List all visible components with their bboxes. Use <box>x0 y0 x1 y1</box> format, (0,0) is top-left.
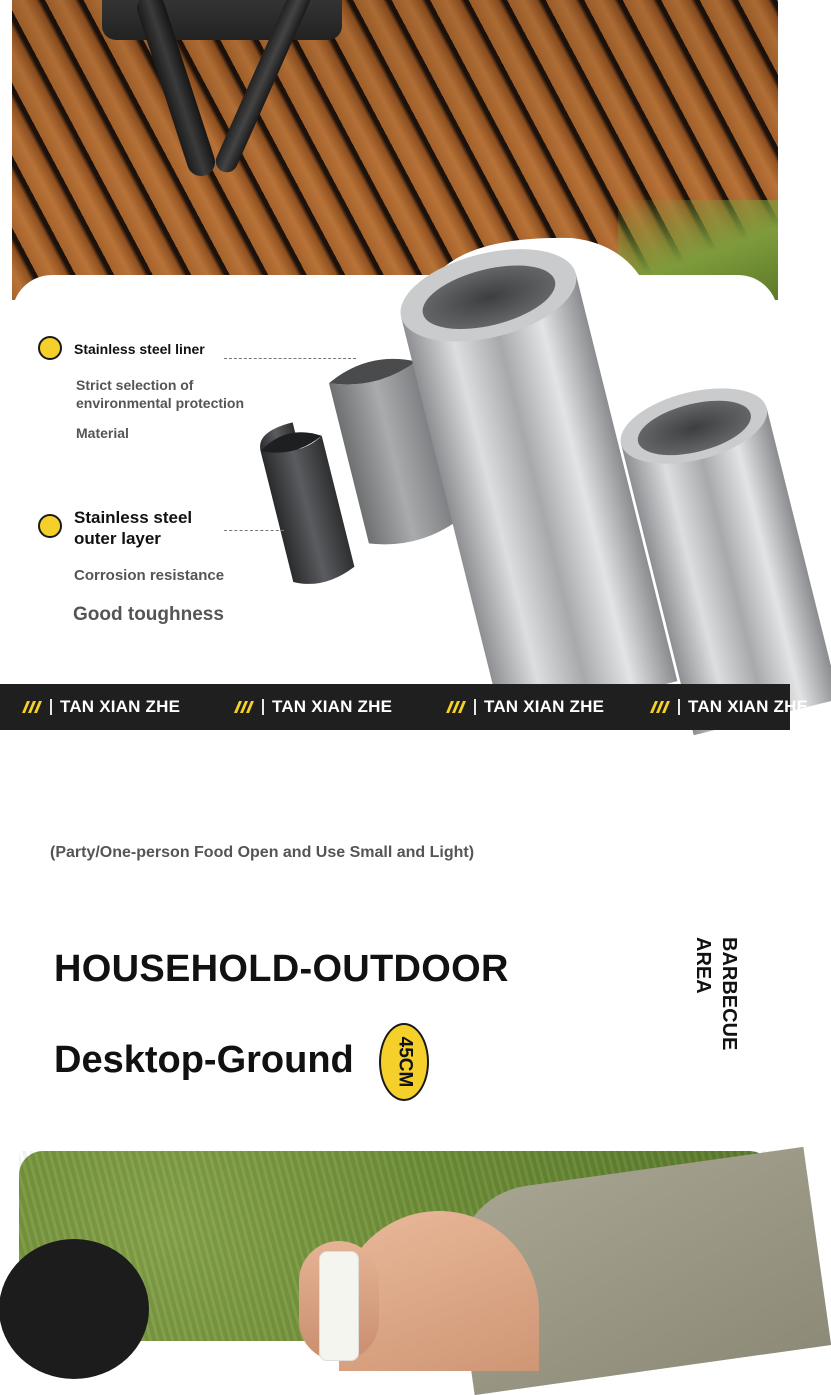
height-badge-label: 45CM <box>394 1036 415 1088</box>
brand-item: TAN XIAN ZHE <box>444 684 604 730</box>
liner-leader-line <box>224 358 356 359</box>
brand-logo-icon <box>648 700 672 714</box>
black-stool-image <box>0 1239 149 1379</box>
side-label-line2: AREA <box>692 937 714 994</box>
brand-item: TAN XIAN ZHE <box>648 684 808 730</box>
feature-outer-title: Stainless steel outer layer <box>74 508 193 548</box>
brand-logo-icon <box>232 700 256 714</box>
brand-item: TAN XIAN ZHE <box>20 684 180 730</box>
outer-leader-line <box>224 530 284 531</box>
brand-item: TAN XIAN ZHE <box>232 684 392 730</box>
brand-logo-icon <box>444 700 468 714</box>
feature-bullet-icon <box>38 514 62 538</box>
brand-logo-icon <box>20 700 44 714</box>
brand-marquee <box>0 684 809 730</box>
headline-desktop-ground: Desktop-Ground <box>54 1039 354 1081</box>
feature-liner-desc: Strict selection of environmental protection <box>76 377 245 411</box>
paper-cup-image <box>319 1251 359 1361</box>
headline-household-outdoor: HOUSEHOLD-OUTDOOR <box>54 948 509 990</box>
usage-subtitle: (Party/One-person Food Open and Use Small and Light) <box>50 844 475 861</box>
height-badge <box>379 1023 429 1101</box>
feature-outer-desc: Corrosion resistance <box>74 567 225 584</box>
material-feature-panel <box>12 0 778 684</box>
lifestyle-photo <box>19 1151 773 1341</box>
feature-bullet-icon <box>38 336 62 360</box>
feature-liner-title: Stainless steel liner <box>74 341 205 357</box>
feature-liner-extra: Material <box>76 425 129 441</box>
side-label-line1: BARBECUE <box>718 937 740 1051</box>
barbecue-area-label <box>690 935 750 1065</box>
feature-outer-extra: Good toughness <box>73 604 224 625</box>
